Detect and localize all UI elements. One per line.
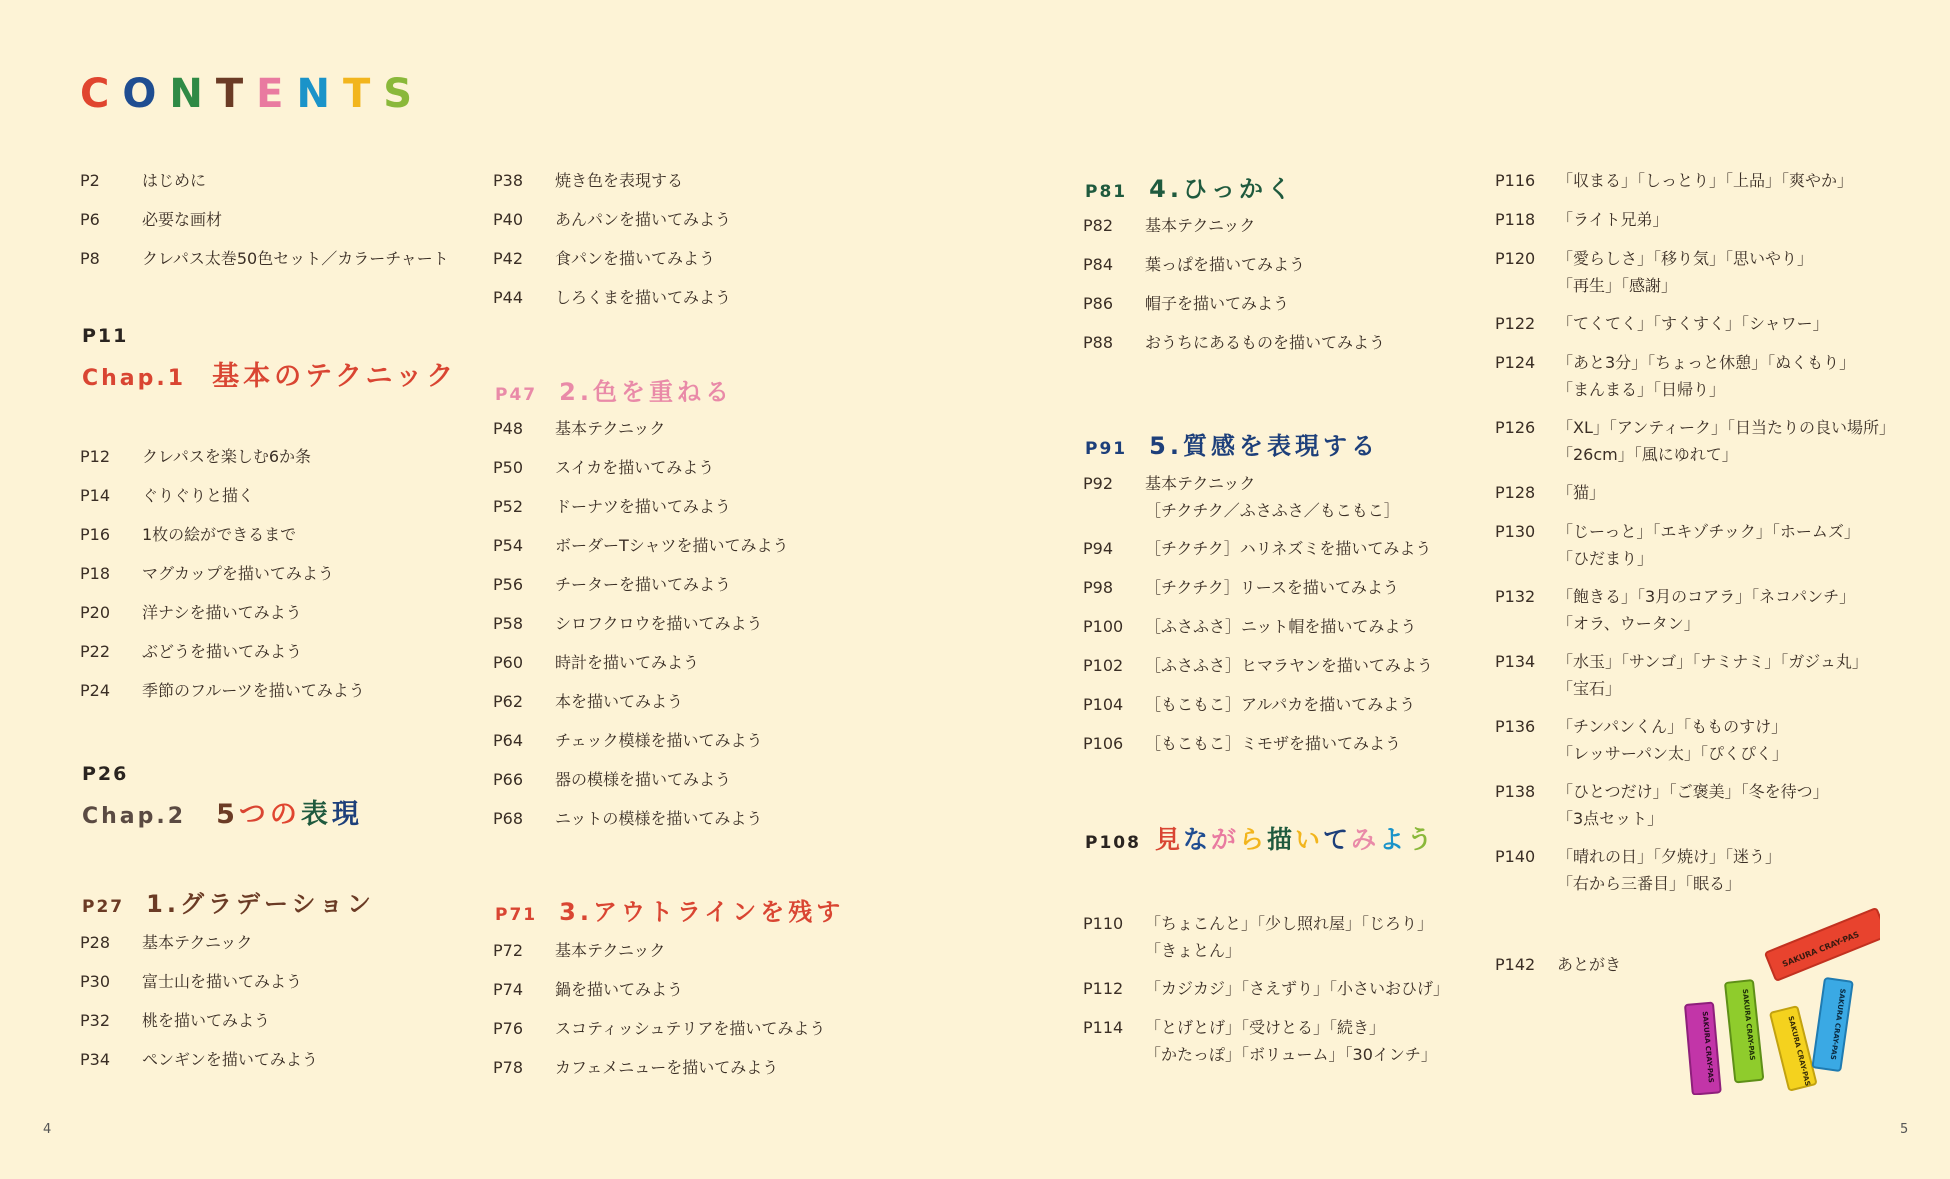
chapter-2-char: 表 <box>300 799 332 830</box>
contents-title <box>80 66 425 122</box>
entry-title: しろくまを描いてみよう <box>555 288 732 307</box>
section-6-char: よ <box>1379 825 1408 854</box>
entry-title: 「猫」 <box>1557 483 1606 502</box>
crayon-magenta <box>1685 1003 1721 1095</box>
entry-title: ［ふさふさ］ニット帽を描いてみよう <box>1145 617 1417 636</box>
entry-title-line2: 「ひだまり」 <box>1557 549 1654 568</box>
crayon-green <box>1725 980 1763 1082</box>
title-letter: N <box>169 71 216 117</box>
entry-title-line2: 「26cm」「風にゆれて」 <box>1557 445 1738 464</box>
entry-title: 基本テクニック <box>142 933 253 952</box>
entry-page: P86 <box>1083 294 1114 313</box>
entry-page: P138 <box>1495 782 1536 801</box>
crayon-label: SAKURA CRAY-PAS <box>1780 929 1861 969</box>
section-6-char: 見 <box>1154 825 1183 854</box>
entry-title: ［もこもこ］アルパカを描いてみよう <box>1145 695 1416 714</box>
title-letter: T <box>342 71 384 117</box>
entry-title: 帽子を描いてみよう <box>1145 294 1290 313</box>
entry-page: P98 <box>1083 578 1114 597</box>
entry-title-line2: 「かたっぽ」「ボリューム」「30インチ」 <box>1145 1045 1437 1064</box>
entry-title: マグカップを描いてみよう <box>142 564 334 583</box>
entry-title: 「ライト兄弟」 <box>1557 210 1669 229</box>
entry-page: P82 <box>1083 216 1114 235</box>
section-1-heading[interactable] <box>82 884 375 919</box>
entry-title: ［もこもこ］ミモザを描いてみよう <box>1145 734 1402 753</box>
entry-title: スコティッシュテリアを描いてみよう <box>555 1019 826 1038</box>
crayon-label: SAKURA CRAY-PAS <box>1786 1015 1812 1087</box>
entry-title: 1枚の絵ができるまで <box>142 525 297 544</box>
entry-page: P44 <box>493 288 524 307</box>
entry-page: P32 <box>80 1011 111 1030</box>
entry-page: P54 <box>493 536 524 555</box>
entry-page: P38 <box>493 171 524 190</box>
entry-title: 「てくてく」「すくすく」「シャワー」 <box>1557 314 1829 333</box>
entry-page: P74 <box>493 980 524 999</box>
entry-title: カフェメニューを描いてみよう <box>555 1058 779 1077</box>
entry-title: 「とげとげ」「受けとる」「続き」 <box>1145 1018 1386 1037</box>
entry-page: P124 <box>1495 353 1536 372</box>
entry-title: 時計を描いてみよう <box>555 653 700 672</box>
entry-title: 「カジカジ」「さえずり」「小さいおひげ」 <box>1145 979 1450 998</box>
entry-title-line2: 「レッサーパン太」「ぴくぴく」 <box>1557 744 1789 763</box>
entry-page: P12 <box>80 447 111 466</box>
entry-title: 「ひとつだけ」「ご褒美」「冬を待つ」 <box>1557 782 1829 801</box>
entry-page: P76 <box>493 1019 524 1038</box>
entry-title-line2: 「まんまる」「日帰り」 <box>1557 380 1726 399</box>
entry-page: P100 <box>1083 617 1124 636</box>
section-3-title: 3.アウトラインを残す <box>559 898 845 926</box>
entry-title: 葉っぱを描いてみよう <box>1145 255 1306 274</box>
crayon-label: SAKURA CRAY-PAS <box>1828 988 1847 1061</box>
section-6-char: い <box>1295 825 1324 854</box>
entry-page: P6 <box>80 210 100 229</box>
section-6-char: 描 <box>1267 825 1296 854</box>
entry-title: 器の模様を描いてみよう <box>555 770 732 789</box>
entry-title: おうちにあるものを描いてみよう <box>1145 333 1386 352</box>
section-1-page: P27 <box>82 897 125 917</box>
section-6-title <box>1155 825 1435 854</box>
entry-title: 季節のフルーツを描いてみよう <box>142 681 365 700</box>
section-6-heading[interactable] <box>1085 820 1435 856</box>
entry-page: P50 <box>493 458 524 477</box>
entry-title: チェック模様を描いてみよう <box>555 731 763 750</box>
entry-title: 基本テクニック <box>555 941 666 960</box>
entry-title: 本を描いてみよう <box>555 692 684 711</box>
entry-title-line2: 「オラ、ウータン」 <box>1557 614 1700 633</box>
entry-title: クレパス太巻50色セット／カラーチャート <box>142 249 449 268</box>
entry-page: P64 <box>493 731 524 750</box>
entry-title: ニットの模様を描いてみよう <box>555 809 763 828</box>
section-6-char: ら <box>1239 825 1268 854</box>
chapter-1-page: P11 <box>82 325 129 347</box>
entry-page: P24 <box>80 681 111 700</box>
chapter-1-label: Chap.1 <box>82 366 187 391</box>
entry-title: ボーダーTシャツを描いてみよう <box>555 536 789 555</box>
entry-title: 「水玉」「サンゴ」「ナミナミ」「ガジュ丸」 <box>1557 652 1868 671</box>
entry-title: あんパンを描いてみよう <box>555 210 732 229</box>
entry-title: ［ふさふさ］ヒマラヤンを描いてみよう <box>1145 656 1433 675</box>
entry-title: 桃を描いてみよう <box>142 1011 271 1030</box>
entry-title: はじめに <box>142 171 207 190</box>
title-letter: T <box>215 71 257 117</box>
entry-page: P22 <box>80 642 111 661</box>
entry-page: P130 <box>1495 522 1536 541</box>
entry-title: 「ちょこんと」「少し照れ屋」「じろり」 <box>1145 914 1434 933</box>
title-letter: S <box>383 71 426 117</box>
entry-title: ［チクチク］ハリネズミを描いてみよう <box>1145 539 1432 558</box>
entry-page: P132 <box>1495 587 1536 606</box>
entry-page: P134 <box>1495 652 1536 671</box>
entry-title: ペンギンを描いてみよう <box>142 1050 318 1069</box>
entry-title: 「飽きる」「3月のコアラ」「ネコパンチ」 <box>1557 587 1856 606</box>
entry-page: P122 <box>1495 314 1536 333</box>
crayon-label: SAKURA CRAY-PAS <box>1740 988 1757 1061</box>
chapter-2-label: Chap.2 <box>82 804 187 829</box>
entry-title-line2: 「きょとん」 <box>1145 941 1242 960</box>
entry-page: P140 <box>1495 847 1536 866</box>
entry-page: P30 <box>80 972 111 991</box>
entry-title: ［チクチク］リースを描いてみよう <box>1145 578 1399 597</box>
entry-page: P60 <box>493 653 524 672</box>
entry-page: P18 <box>80 564 111 583</box>
chapter-2-page: P26 <box>82 763 129 785</box>
section-6-page: P108 <box>1085 833 1141 853</box>
entry-title: 「愛らしさ」「移り気」「思いやり」 <box>1557 249 1814 268</box>
crayon-blue <box>1812 978 1852 1071</box>
chapter-2-char: つ <box>238 799 270 830</box>
chapter-2-char: 5 <box>216 799 239 830</box>
entry-page: P114 <box>1083 1018 1124 1037</box>
crayons-illustration <box>1670 905 1880 1095</box>
section-2-heading[interactable] <box>495 372 733 407</box>
entry-title: 「XL」「アンティーク」「日当たりの良い場所」 <box>1557 418 1895 437</box>
entry-page: P126 <box>1495 418 1536 437</box>
entry-title: あとがき <box>1557 955 1622 974</box>
entry-page: P88 <box>1083 333 1114 352</box>
entry-page: P92 <box>1083 474 1114 493</box>
entry-page: P128 <box>1495 483 1536 502</box>
entry-page: P2 <box>80 171 100 190</box>
entry-page: P106 <box>1083 734 1124 753</box>
entry-page: P52 <box>493 497 524 516</box>
section-5-heading[interactable] <box>1085 426 1379 461</box>
section-6-char: み <box>1351 825 1380 854</box>
entry-title-line2: ［チクチク／ふさふさ／もこもこ］ <box>1145 501 1400 520</box>
page-number-right: 5 <box>1900 1122 1909 1137</box>
entry-page: P104 <box>1083 695 1124 714</box>
entry-title: 「チンパンくん」「もものすけ」 <box>1557 717 1788 736</box>
section-5-page: P91 <box>1085 439 1128 459</box>
section-4-heading[interactable] <box>1085 169 1295 204</box>
entry-title: チーターを描いてみよう <box>555 575 732 594</box>
chapter-1-title: 基本のテクニック <box>212 361 458 392</box>
entry-title: ぐりぐりと描く <box>142 486 255 505</box>
entry-page: P136 <box>1495 717 1536 736</box>
entry-page: P16 <box>80 525 111 544</box>
title-letter: O <box>122 71 170 117</box>
entry-page: P68 <box>493 809 524 828</box>
entry-page: P58 <box>493 614 524 633</box>
entry-page: P42 <box>493 249 524 268</box>
entry-title: 「晴れの日」「夕焼け」「迷う」 <box>1557 847 1782 866</box>
entry-title: スイカを描いてみよう <box>555 458 715 477</box>
entry-page: P102 <box>1083 656 1124 675</box>
entry-page: P66 <box>493 770 524 789</box>
entry-page: P34 <box>80 1050 111 1069</box>
entry-page: P142 <box>1495 955 1536 974</box>
crayon-red <box>1765 908 1880 981</box>
chapter-2-char: の <box>269 799 301 830</box>
page-number-left: 4 <box>43 1122 52 1137</box>
entry-page: P112 <box>1083 979 1124 998</box>
entry-title-line2: 「宝石」 <box>1557 679 1622 698</box>
entry-page: P120 <box>1495 249 1536 268</box>
entry-page: P84 <box>1083 255 1114 274</box>
entry-title: 基本テクニック <box>1145 474 1256 493</box>
entry-page: P48 <box>493 419 524 438</box>
section-5-title: 5.質感を表現する <box>1149 432 1379 460</box>
entry-page: P118 <box>1495 210 1536 229</box>
section-4-page: P81 <box>1085 182 1128 202</box>
section-4-title: 4.ひっかく <box>1149 175 1295 203</box>
entry-page: P14 <box>80 486 111 505</box>
entry-title-line2: 「3点セット」 <box>1557 809 1664 828</box>
entry-title: 食パンを描いてみよう <box>555 249 716 268</box>
entry-title: ぶどうを描いてみよう <box>142 642 303 661</box>
entry-page: P56 <box>493 575 524 594</box>
entry-title: 焼き色を表現する <box>555 171 684 190</box>
entry-page: P72 <box>493 941 524 960</box>
chapter-2-title <box>216 799 363 830</box>
entry-page: P20 <box>80 603 111 622</box>
entry-title: 基本テクニック <box>1145 216 1256 235</box>
chapter-2-char: 現 <box>331 799 363 830</box>
section-2-title: 2.色を重ねる <box>559 378 733 406</box>
section-6-char: う <box>1407 825 1436 854</box>
section-2-page: P47 <box>495 385 538 405</box>
entry-title-line2: 「再生」「感謝」 <box>1557 276 1678 295</box>
entry-title: 富士山を描いてみよう <box>142 972 303 991</box>
section-3-heading[interactable] <box>495 892 844 927</box>
entry-title: ドーナツを描いてみよう <box>555 497 731 516</box>
entry-title: 「あと3分」「ちょっと休憩」「ぬくもり」 <box>1557 353 1856 372</box>
section-3-page: P71 <box>495 905 538 925</box>
section-6-char: が <box>1210 825 1239 854</box>
entry-title: 基本テクニック <box>555 419 666 438</box>
entry-page: P28 <box>80 933 111 952</box>
entry-page: P40 <box>493 210 524 229</box>
entry-title: 「じーっと」「エキゾチック」「ホームズ」 <box>1557 522 1860 541</box>
title-letter: E <box>256 71 297 117</box>
entry-page: P78 <box>493 1058 524 1077</box>
section-6-char: な <box>1182 825 1211 854</box>
entry-title: クレパスを楽しむ6か条 <box>142 447 312 466</box>
section-1-title: 1.グラデーション <box>146 890 375 918</box>
chapter-1-heading[interactable] <box>82 354 457 393</box>
entry-title-line2: 「右から三番目」「眠る」 <box>1557 874 1742 893</box>
entry-title: 必要な画材 <box>142 210 223 229</box>
crayon-label: SAKURA CRAY-PAS <box>1700 1010 1715 1084</box>
crayon-yellow <box>1770 1006 1817 1090</box>
title-letter: C <box>80 71 123 117</box>
entry-title: 「収まる」「しっとり」「上品」「爽やか」 <box>1557 171 1854 190</box>
entry-title: 洋ナシを描いてみよう <box>142 603 302 622</box>
entry-page: P116 <box>1495 171 1536 190</box>
chapter-2-heading[interactable] <box>82 792 363 831</box>
entry-page: P8 <box>80 249 100 268</box>
entry-page: P94 <box>1083 539 1114 558</box>
entry-title: 鍋を描いてみよう <box>555 980 684 999</box>
entry-page: P62 <box>493 692 524 711</box>
section-6-char: て <box>1323 825 1352 854</box>
entry-title: シロフクロウを描いてみよう <box>555 614 763 633</box>
entry-page: P110 <box>1083 914 1124 933</box>
title-letter: N <box>296 71 343 117</box>
